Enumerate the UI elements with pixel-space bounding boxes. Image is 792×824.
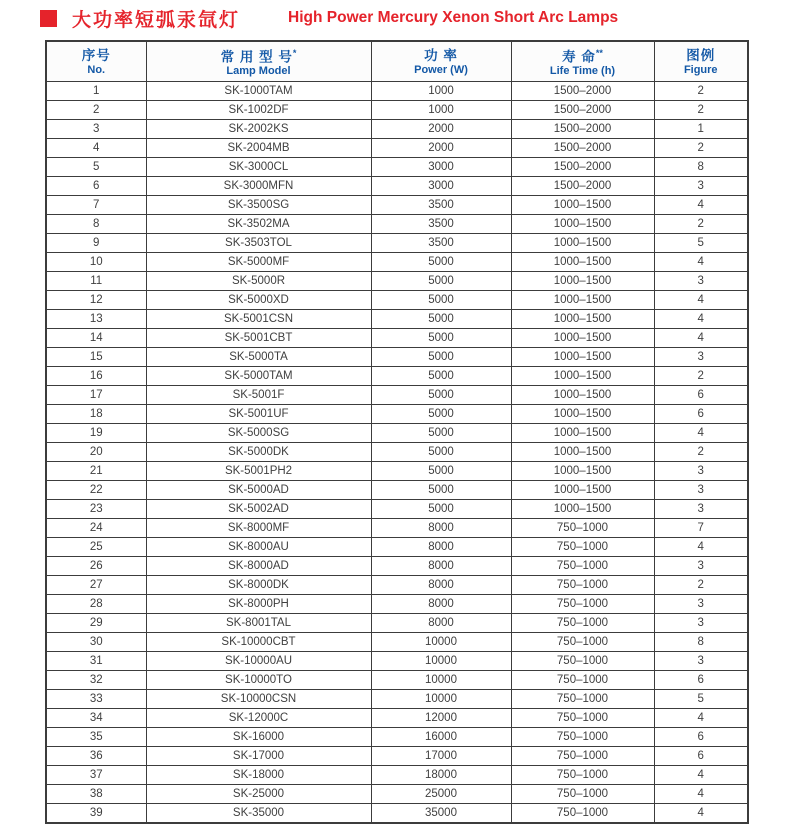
cell-model: SK-8001TAL (146, 614, 371, 633)
cell-figure: 4 (654, 785, 748, 804)
cell-power: 5000 (371, 272, 511, 291)
cell-figure: 3 (654, 177, 748, 196)
cell-power: 10000 (371, 652, 511, 671)
table-row (46, 728, 748, 747)
cell-no: 2 (46, 101, 146, 120)
table-row (46, 329, 748, 348)
cell-model: SK-10000CBT (146, 633, 371, 652)
header-label-zh: 图例 (686, 47, 716, 63)
cell-lifetime: 750–1000 (511, 595, 654, 614)
cell-no: 4 (46, 139, 146, 158)
cell-lifetime: 750–1000 (511, 614, 654, 633)
cell-no: 1 (46, 82, 146, 101)
page-header (40, 6, 760, 30)
cell-figure: 8 (654, 633, 748, 652)
table-row (46, 348, 748, 367)
cell-figure: 3 (654, 272, 748, 291)
cell-no: 16 (46, 367, 146, 386)
cell-figure: 2 (654, 443, 748, 462)
cell-model: SK-18000 (146, 766, 371, 785)
cell-model: SK-5001CBT (146, 329, 371, 348)
cell-no: 31 (46, 652, 146, 671)
table-row (46, 291, 748, 310)
cell-lifetime: 1000–1500 (511, 272, 654, 291)
cell-lifetime: 750–1000 (511, 690, 654, 709)
cell-power: 25000 (371, 785, 511, 804)
cell-figure: 3 (654, 481, 748, 500)
cell-figure: 6 (654, 728, 748, 747)
cell-lifetime: 1000–1500 (511, 424, 654, 443)
cell-lifetime: 750–1000 (511, 538, 654, 557)
cell-model: SK-5000TA (146, 348, 371, 367)
cell-lifetime: 1000–1500 (511, 348, 654, 367)
cell-figure: 4 (654, 253, 748, 272)
cell-lifetime: 1000–1500 (511, 367, 654, 386)
cell-lifetime: 1000–1500 (511, 234, 654, 253)
cell-model: SK-3502MA (146, 215, 371, 234)
cell-power: 2000 (371, 139, 511, 158)
cell-model: SK-5001CSN (146, 310, 371, 329)
cell-lifetime: 750–1000 (511, 576, 654, 595)
table-row (46, 424, 748, 443)
cell-lifetime: 1500–2000 (511, 177, 654, 196)
cell-no: 12 (46, 291, 146, 310)
cell-power: 12000 (371, 709, 511, 728)
cell-lifetime: 1500–2000 (511, 101, 654, 120)
cell-no: 37 (46, 766, 146, 785)
cell-no: 34 (46, 709, 146, 728)
cell-model: SK-12000C (146, 709, 371, 728)
cell-power: 5000 (371, 253, 511, 272)
cell-figure: 3 (654, 557, 748, 576)
cell-no: 5 (46, 158, 146, 177)
cell-power: 5000 (371, 329, 511, 348)
cell-power: 10000 (371, 690, 511, 709)
cell-figure: 3 (654, 500, 748, 519)
cell-power: 5000 (371, 386, 511, 405)
table-row (46, 139, 748, 158)
cell-model: SK-5000XD (146, 291, 371, 310)
cell-figure: 6 (654, 405, 748, 424)
cell-lifetime: 750–1000 (511, 519, 654, 538)
table-row (46, 595, 748, 614)
table-row (46, 519, 748, 538)
cell-no: 10 (46, 253, 146, 272)
cell-no: 19 (46, 424, 146, 443)
cell-model: SK-8000MF (146, 519, 371, 538)
table-row (46, 709, 748, 728)
table-row (46, 747, 748, 766)
cell-figure: 4 (654, 424, 748, 443)
cell-figure: 3 (654, 348, 748, 367)
cell-figure: 1 (654, 120, 748, 139)
cell-lifetime: 1000–1500 (511, 405, 654, 424)
header-label-zh: 常 用 型 号* (220, 47, 297, 65)
cell-model: SK-5000TAM (146, 367, 371, 386)
footnote-marker: ** (595, 47, 603, 58)
cell-power: 3500 (371, 234, 511, 253)
table-row (46, 614, 748, 633)
cell-model: SK-10000AU (146, 652, 371, 671)
cell-power: 5000 (371, 291, 511, 310)
table-row (46, 462, 748, 481)
cell-model: SK-8000AD (146, 557, 371, 576)
cell-power: 5000 (371, 462, 511, 481)
cell-model: SK-5000SG (146, 424, 371, 443)
cell-power: 8000 (371, 576, 511, 595)
cell-power: 5000 (371, 481, 511, 500)
cell-model: SK-5000MF (146, 253, 371, 272)
page-title-zh: 大功率短弧汞氙灯 (72, 9, 241, 31)
header-label-en: Lamp Model (226, 65, 291, 78)
cell-lifetime: 750–1000 (511, 766, 654, 785)
page-title-en: High Power Mercury Xenon Short Arc Lamps (288, 9, 619, 26)
lamp-spec-table (45, 40, 749, 824)
table-row (46, 234, 748, 253)
cell-power: 3500 (371, 196, 511, 215)
cell-power: 3000 (371, 177, 511, 196)
cell-lifetime: 1500–2000 (511, 120, 654, 139)
cell-no: 29 (46, 614, 146, 633)
cell-no: 15 (46, 348, 146, 367)
cell-figure: 4 (654, 538, 748, 557)
cell-model: SK-5000DK (146, 443, 371, 462)
cell-model: SK-2004MB (146, 139, 371, 158)
cell-model: SK-8000DK (146, 576, 371, 595)
table-row (46, 652, 748, 671)
table-row (46, 804, 748, 824)
cell-model: SK-25000 (146, 785, 371, 804)
cell-lifetime: 750–1000 (511, 747, 654, 766)
header-label-zh: 序号 (81, 47, 111, 63)
cell-power: 8000 (371, 595, 511, 614)
table-row (46, 120, 748, 139)
cell-lifetime: 1000–1500 (511, 386, 654, 405)
table-row (46, 576, 748, 595)
cell-figure: 4 (654, 766, 748, 785)
cell-lifetime: 1000–1500 (511, 443, 654, 462)
header-cell-power (371, 41, 511, 82)
cell-lifetime: 750–1000 (511, 557, 654, 576)
table-row (46, 177, 748, 196)
header-label-en: Figure (683, 63, 718, 76)
table-row (46, 500, 748, 519)
cell-lifetime: 750–1000 (511, 652, 654, 671)
cell-figure: 2 (654, 101, 748, 120)
cell-no: 36 (46, 747, 146, 766)
cell-power: 35000 (371, 804, 511, 824)
cell-figure: 3 (654, 652, 748, 671)
cell-model: SK-17000 (146, 747, 371, 766)
table-row (46, 196, 748, 215)
cell-figure: 2 (654, 82, 748, 101)
cell-figure: 4 (654, 291, 748, 310)
cell-lifetime: 1500–2000 (511, 158, 654, 177)
cell-no: 8 (46, 215, 146, 234)
header-label-zh: 功 率 (424, 47, 458, 63)
header-label-zh: 寿 命** (562, 47, 603, 65)
cell-power: 5000 (371, 405, 511, 424)
cell-lifetime: 1000–1500 (511, 481, 654, 500)
section-marker-icon (40, 10, 57, 27)
cell-power: 2000 (371, 120, 511, 139)
cell-figure: 6 (654, 386, 748, 405)
cell-model: SK-8000AU (146, 538, 371, 557)
header-row (46, 41, 748, 82)
header-cell-lifetime (511, 41, 654, 82)
cell-figure: 2 (654, 215, 748, 234)
cell-lifetime: 750–1000 (511, 728, 654, 747)
cell-no: 32 (46, 671, 146, 690)
cell-no: 20 (46, 443, 146, 462)
cell-power: 10000 (371, 671, 511, 690)
cell-model: SK-16000 (146, 728, 371, 747)
cell-no: 23 (46, 500, 146, 519)
cell-lifetime: 1000–1500 (511, 462, 654, 481)
cell-power: 8000 (371, 557, 511, 576)
cell-power: 10000 (371, 633, 511, 652)
cell-model: SK-3503TOL (146, 234, 371, 253)
cell-model: SK-10000TO (146, 671, 371, 690)
cell-figure: 5 (654, 690, 748, 709)
cell-lifetime: 750–1000 (511, 633, 654, 652)
cell-no: 22 (46, 481, 146, 500)
table-row (46, 481, 748, 500)
cell-figure: 2 (654, 139, 748, 158)
cell-no: 21 (46, 462, 146, 481)
header-label-en: No. (87, 63, 106, 76)
cell-no: 13 (46, 310, 146, 329)
cell-no: 28 (46, 595, 146, 614)
table-row (46, 785, 748, 804)
cell-no: 30 (46, 633, 146, 652)
table-row (46, 405, 748, 424)
cell-lifetime: 1500–2000 (511, 82, 654, 101)
cell-model: SK-8000PH (146, 595, 371, 614)
header-cell-model (146, 41, 371, 82)
cell-figure: 3 (654, 462, 748, 481)
header-cell-no (46, 41, 146, 82)
cell-figure: 4 (654, 329, 748, 348)
cell-model: SK-1000TAM (146, 82, 371, 101)
cell-power: 8000 (371, 614, 511, 633)
table-row (46, 671, 748, 690)
cell-no: 14 (46, 329, 146, 348)
cell-no: 9 (46, 234, 146, 253)
cell-no: 27 (46, 576, 146, 595)
cell-no: 17 (46, 386, 146, 405)
cell-figure: 3 (654, 614, 748, 633)
cell-lifetime: 750–1000 (511, 671, 654, 690)
header-label-en: Life Time (h) (549, 65, 616, 78)
cell-lifetime: 750–1000 (511, 785, 654, 804)
cell-model: SK-35000 (146, 804, 371, 824)
cell-no: 35 (46, 728, 146, 747)
cell-figure: 7 (654, 519, 748, 538)
cell-figure: 4 (654, 709, 748, 728)
table-row (46, 766, 748, 785)
table-row (46, 215, 748, 234)
cell-lifetime: 1000–1500 (511, 215, 654, 234)
cell-lifetime: 750–1000 (511, 709, 654, 728)
cell-figure: 6 (654, 747, 748, 766)
cell-lifetime: 1000–1500 (511, 329, 654, 348)
table-header (46, 41, 748, 82)
cell-lifetime: 750–1000 (511, 804, 654, 824)
cell-power: 5000 (371, 443, 511, 462)
cell-model: SK-2002KS (146, 120, 371, 139)
cell-model: SK-3000MFN (146, 177, 371, 196)
cell-lifetime: 1000–1500 (511, 310, 654, 329)
cell-figure: 4 (654, 310, 748, 329)
table-row (46, 690, 748, 709)
header-label-en: Power (W) (414, 63, 468, 76)
cell-model: SK-3000CL (146, 158, 371, 177)
table-row (46, 272, 748, 291)
cell-figure: 2 (654, 367, 748, 386)
cell-power: 5000 (371, 424, 511, 443)
cell-power: 18000 (371, 766, 511, 785)
cell-model: SK-5002AD (146, 500, 371, 519)
cell-no: 11 (46, 272, 146, 291)
table-row (46, 557, 748, 576)
cell-figure: 4 (654, 804, 748, 824)
cell-power: 5000 (371, 500, 511, 519)
table-row (46, 158, 748, 177)
cell-power: 16000 (371, 728, 511, 747)
table-row (46, 367, 748, 386)
cell-power: 5000 (371, 310, 511, 329)
cell-power: 5000 (371, 348, 511, 367)
cell-lifetime: 1000–1500 (511, 196, 654, 215)
cell-power: 3500 (371, 215, 511, 234)
cell-power: 8000 (371, 538, 511, 557)
cell-no: 3 (46, 120, 146, 139)
cell-model: SK-10000CSN (146, 690, 371, 709)
cell-no: 33 (46, 690, 146, 709)
cell-lifetime: 1000–1500 (511, 291, 654, 310)
table-row (46, 443, 748, 462)
cell-model: SK-5001F (146, 386, 371, 405)
cell-no: 7 (46, 196, 146, 215)
cell-model: SK-5000AD (146, 481, 371, 500)
cell-no: 18 (46, 405, 146, 424)
footnote-marker: * (292, 47, 297, 58)
cell-lifetime: 1000–1500 (511, 253, 654, 272)
cell-power: 17000 (371, 747, 511, 766)
cell-power: 8000 (371, 519, 511, 538)
cell-model: SK-5001PH2 (146, 462, 371, 481)
cell-no: 26 (46, 557, 146, 576)
cell-lifetime: 1500–2000 (511, 139, 654, 158)
table-row (46, 253, 748, 272)
table-row (46, 310, 748, 329)
cell-lifetime: 1000–1500 (511, 500, 654, 519)
table-body (46, 82, 748, 824)
cell-no: 25 (46, 538, 146, 557)
cell-model: SK-5001UF (146, 405, 371, 424)
table-row (46, 633, 748, 652)
cell-model: SK-3500SG (146, 196, 371, 215)
header-cell-figure (654, 41, 748, 82)
table-row (46, 82, 748, 101)
cell-figure: 3 (654, 595, 748, 614)
cell-no: 39 (46, 804, 146, 824)
cell-model: SK-1002DF (146, 101, 371, 120)
cell-power: 5000 (371, 367, 511, 386)
table-row (46, 101, 748, 120)
cell-power: 3000 (371, 158, 511, 177)
cell-no: 24 (46, 519, 146, 538)
cell-figure: 4 (654, 196, 748, 215)
cell-power: 1000 (371, 82, 511, 101)
table-row (46, 538, 748, 557)
cell-power: 1000 (371, 101, 511, 120)
cell-model: SK-5000R (146, 272, 371, 291)
cell-figure: 8 (654, 158, 748, 177)
table-row (46, 386, 748, 405)
cell-no: 38 (46, 785, 146, 804)
cell-figure: 2 (654, 576, 748, 595)
cell-figure: 6 (654, 671, 748, 690)
cell-figure: 5 (654, 234, 748, 253)
cell-no: 6 (46, 177, 146, 196)
